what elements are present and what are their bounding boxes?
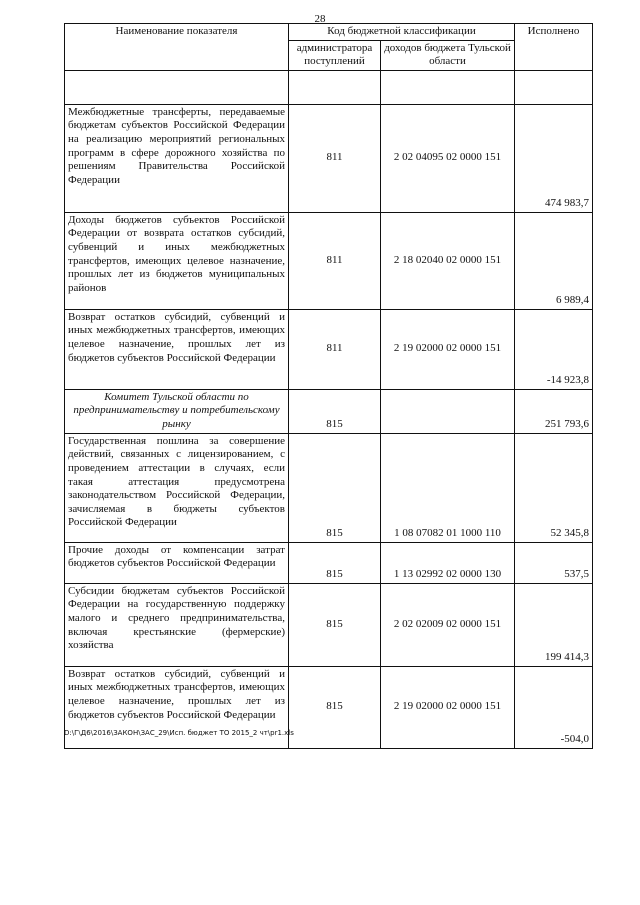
- row-value: 251 793,6: [515, 389, 593, 433]
- row-income-code: 2 02 04095 02 0000 151: [381, 104, 515, 212]
- page-number: 28: [314, 13, 326, 25]
- header-admin: администратора поступлений: [289, 40, 381, 70]
- row-value: 52 345,8: [515, 433, 593, 542]
- row-admin-code: 815: [289, 666, 381, 748]
- row-name: Субсидии бюджетам субъектов Российской Федерации на государственную поддержку малого и среднего предпринимательства, включая крестьянские (фермерские) хозяйства: [65, 583, 289, 666]
- table-row: [65, 104, 593, 212]
- row-value: -14 923,8: [515, 309, 593, 389]
- row-income-code: 1 08 07082 01 1000 110: [381, 433, 515, 542]
- row-income-code: 1 13 02992 02 0000 130: [381, 542, 515, 583]
- row-value: 474 983,7: [515, 104, 593, 212]
- row-value: 6 989,4: [515, 212, 593, 309]
- row-name: Прочие доходы от компенсации затрат бюджетов субъектов Российской Федерации: [65, 542, 289, 583]
- header-income: доходов бюджета Тульской области: [381, 40, 515, 70]
- row-income-code: 2 19 02000 02 0000 151: [381, 309, 515, 389]
- row-admin-code: 811: [289, 309, 381, 389]
- row-value: -504,0: [515, 666, 593, 748]
- table-row: [65, 583, 593, 666]
- row-name: Государственная пошлина за совершение действий, связанных с лицензированием, с проведением аттестации в случаях, если такая аттестация предусмотрена законодательством Российской Федерации, зачисляемая в бюджеты субъектов Российской Федерации: [65, 433, 289, 542]
- row-income-code: [381, 389, 515, 433]
- row-income-code: 2 19 02000 02 0000 151: [381, 666, 515, 748]
- header-name: Наименование показателя: [65, 24, 289, 71]
- table-row-committee: [65, 389, 593, 433]
- row-value: 199 414,3: [515, 583, 593, 666]
- row-value: 537,5: [515, 542, 593, 583]
- file-path: D:\Г\Д6\2016\ЗАКОН\ЗАС_29\Исп. бюджет ТО 2015_2 чт\pr1.xls: [64, 729, 294, 737]
- table-row: [65, 433, 593, 542]
- row-admin-code: 811: [289, 104, 381, 212]
- row-admin-code: 815: [289, 583, 381, 666]
- row-name: Межбюджетные трансферты, передаваемые бюджетам субъектов Российской Федерации на реализацию мероприятий региональных программ в сфере дорожного хозяйства по решениям Правительства Российской Федерации: [65, 104, 289, 212]
- table-row: [65, 212, 593, 309]
- row-admin-code: 815: [289, 542, 381, 583]
- row-income-code: 2 18 02040 02 0000 151: [381, 212, 515, 309]
- table-row: [65, 542, 593, 583]
- row-admin-code: 815: [289, 389, 381, 433]
- row-name: Возврат остатков субсидий, субвенций и иных межбюджетных трансфертов, имеющих целевое назначение, прошлых лет из бюджетов субъектов Российской Федерации: [65, 309, 289, 389]
- spacer-row: [65, 70, 593, 104]
- header-executed: Исполнено: [515, 24, 593, 71]
- row-name: Возврат остатков субсидий, субвенций и иных межбюджетных трансфертов, имеющих целевое назначение, прошлых лет из бюджетов субъектов Российской Федерации: [65, 666, 289, 748]
- header-code: Код бюджетной классификации: [289, 24, 515, 41]
- table-header-row: [65, 24, 593, 41]
- row-admin-code: 811: [289, 212, 381, 309]
- budget-table: [64, 23, 593, 749]
- row-admin-code: 815: [289, 433, 381, 542]
- table-row: [65, 309, 593, 389]
- row-name: Доходы бюджетов субъектов Российской Федерации от возврата остатков субсидий, субвенций и иных межбюджетных трансфертов, имеющих целевое назначение, прошлых лет из бюджетов муниципальных районов: [65, 212, 289, 309]
- row-income-code: 2 02 02009 02 0000 151: [381, 583, 515, 666]
- row-name: Комитет Тульской области по предпринимательству и потребительскому рынку: [65, 389, 289, 433]
